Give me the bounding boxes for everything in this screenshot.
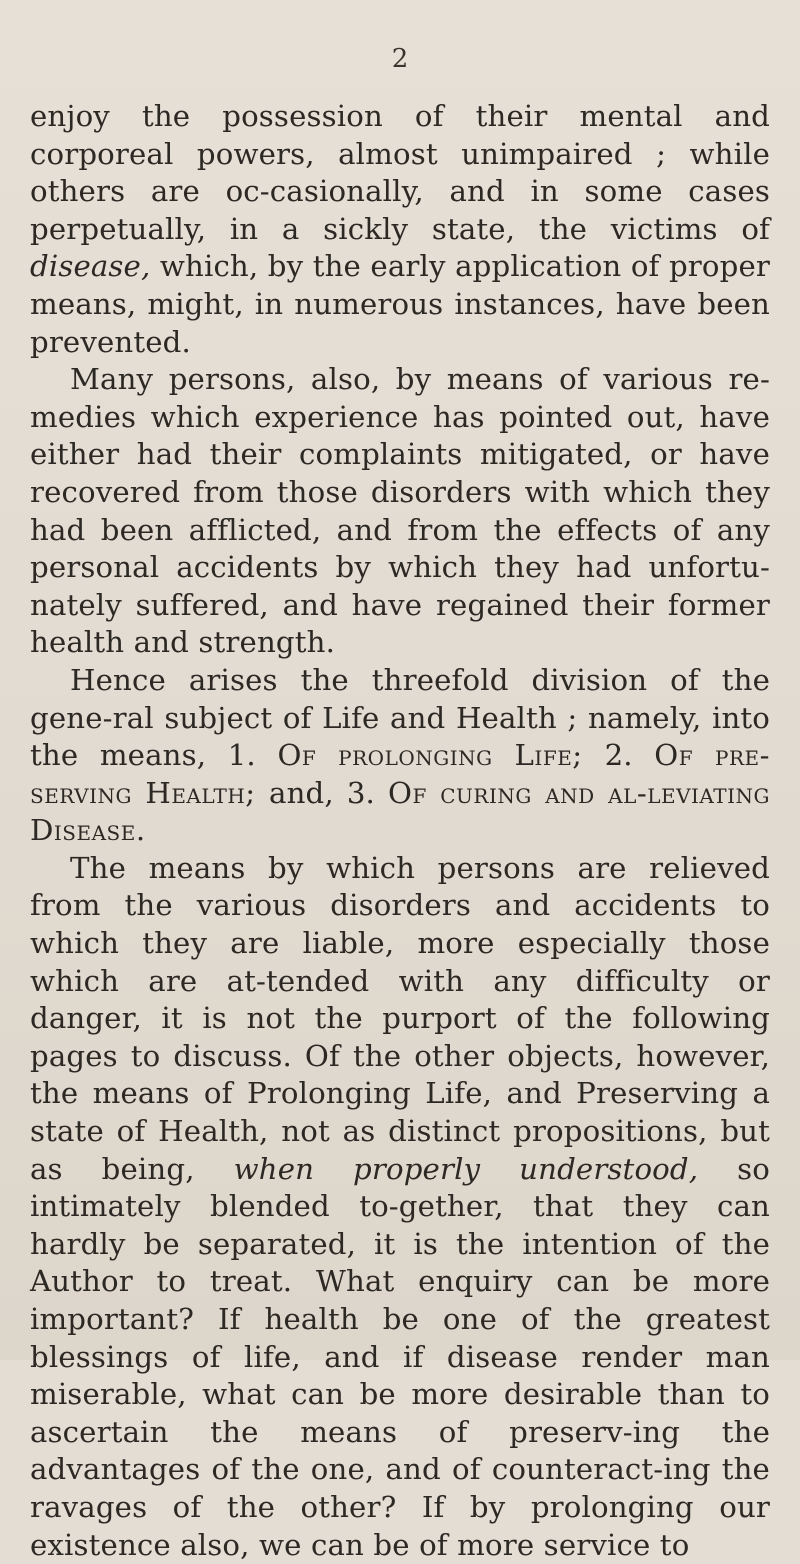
paragraph-3-smallcaps-segment: Of curing and al-leviating Disease. [30,775,770,848]
page-number: 2 [391,44,409,74]
paragraph-1-italic-segment: disease, [30,249,151,284]
paragraph-3 [30,662,770,850]
paragraph-2 [30,361,770,662]
paragraph-3-segment: and, 3. [269,775,389,810]
paragraph-3-smallcaps-segment: Of prolonging Life; [277,738,605,773]
paragraph-1-segment: enjoy the possession of their mental and corporeal powers, almost unimpaired ; while others are oc-casionally, and in some cases perpetually, in a sickly state, the victims of [30,99,770,246]
paragraph-4-segment: so intimately blended to-gether, that they can hardly be separated, it is the intention of the Author to treat. What enquiry can be more important? If health be one of the greatest blessings of life, and if disease render man miserable, what can be more desirable than to ascertain the means of preserv-ing the advantages of the one, and of counteract-ing the ravages of the other? If by prolonging our existence also, we can be of more service to [30,1151,770,1562]
paragraph-4-italic-segment: when properly understood, [233,1151,699,1186]
paragraph-3-segment: Hence arises the threefold division of the gene-ral subject of Life and Health ; namely, into the means, 1. [30,662,770,773]
paragraph-4-segment: The means by which persons are relieved from the various disorders and accidents to which they are liable, more especially those which are at-tended with any difficulty or danger, it is not the purport of the following pages to discuss. Of the other objects, however, the means of Prolonging Life, and Preserving a state of Health, not as distinct propositions, but as being, [30,850,770,1186]
paragraph-1-segment: which, by the early application of proper means, might, in numerous instances, have been prevented. [30,249,770,359]
paragraph-2-segment: Many persons, also, by means of various re-medies which experience has pointed out, have either had their complaints mitigated, or have recovered from those disorders with which they had been afflicted, and from the effects of any personal accidents by which they had unfortu-nately suffered, and have regained their former health and strength. [30,362,770,660]
paragraph-1 [30,98,770,361]
paragraph-3-smallcaps-segment: Of pre-serving Health; [30,738,771,810]
paragraph-3-segment: 2. [604,738,655,773]
paragraph-4 [30,850,770,1564]
body-text [30,98,770,1564]
